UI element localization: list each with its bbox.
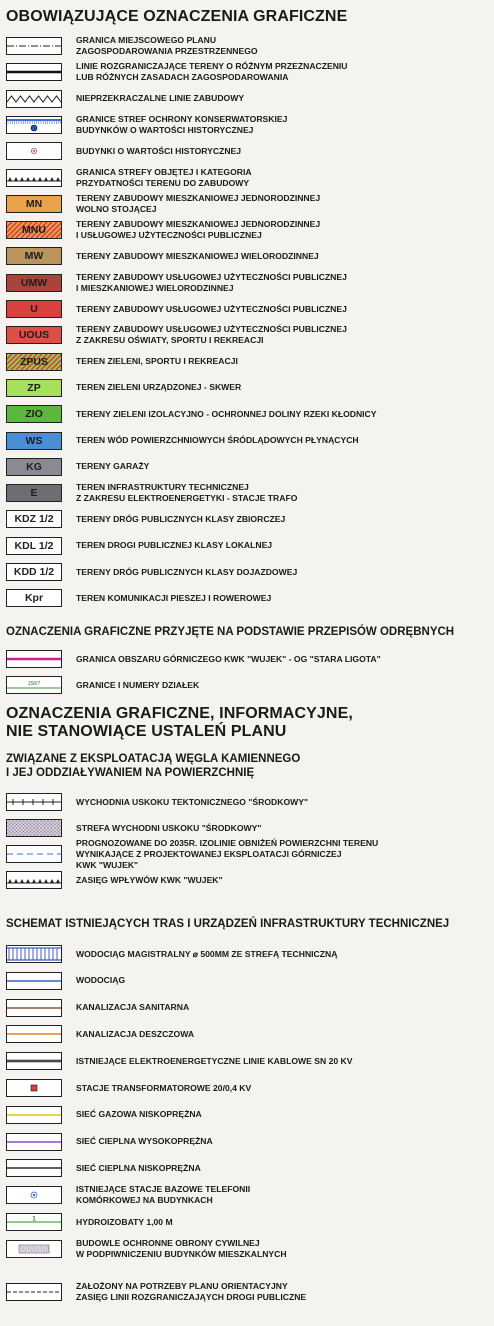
description-line: TEREN DROGI PUBLICZNEJ KLASY LOKALNEJ [76, 540, 273, 551]
legend-symbol [6, 1133, 62, 1151]
description-line: ISTNIEJĄCE STACJE BAZOWE TELEFONII [76, 1184, 251, 1195]
legend-description [76, 356, 238, 367]
description-line: PROGNOZOWANE DO 2035R. IZOLINIE OBNIŻEŃ POWIERZCHNI TERENU [76, 837, 379, 848]
symbol-code: Kpr [24, 592, 44, 605]
legend-description [76, 146, 241, 157]
description-line: I MIESZKANIOWEJ WIELORODZINNEJ [76, 282, 234, 293]
legend-description [76, 61, 348, 83]
isobath-value: 1 [32, 1216, 36, 1223]
description-line: KANALIZACJA SANITARNA [76, 1002, 190, 1013]
symbol-code: KDZ 1/2 [14, 513, 54, 526]
legend-symbol [6, 510, 62, 528]
legend-description [76, 324, 347, 346]
description-line: ZASIĘG LINII ROZGRANICZAJĄYCH DROGI PUBLICZNE [76, 1292, 307, 1302]
legend-description [76, 1002, 189, 1013]
description-line: TEREN ZIELENI URZĄDZONEJ - SKWER [76, 382, 242, 393]
legend-symbol [6, 142, 62, 160]
legend-symbol [6, 221, 62, 239]
symbol-code: MNU [22, 224, 46, 237]
mining-heading-2: I JEJ ODDZIAŁYWANIEM NA POWIERZCHNIĘ [6, 767, 255, 779]
legend-description [76, 35, 258, 57]
description-line: BUDOWLE OCHRONNE OBRONY CYWILNEJ [76, 1237, 260, 1248]
legend-symbol [6, 1186, 62, 1204]
symbol-code: E [30, 487, 38, 500]
description-line: SIEĆ GAZOWA NISKOPRĘŻNA [76, 1109, 202, 1120]
legend-description [76, 567, 297, 578]
legend-description [76, 540, 272, 551]
legend-symbol [6, 484, 62, 502]
description-line: GRANICA OBSZARU GÓRNICZEGO KWK "WUJEK" - OG "STARA LIGOTA" [76, 653, 381, 664]
legend-symbol [6, 819, 62, 837]
symbol-code: ZIO [25, 408, 43, 421]
symbol-code: KDD 1/2 [13, 566, 55, 578]
legend-symbol [6, 274, 62, 292]
description-line: Z ZAKRESU OŚWIATY, SPORTU I REKREACJI [76, 335, 264, 346]
legend-symbol [6, 90, 62, 108]
parcel-number: 158/7 [27, 681, 41, 687]
legend-symbol [6, 247, 62, 265]
legend-description [76, 975, 125, 986]
legend-description [76, 114, 287, 136]
description-line: Z ZAKRESU ELEKTROENERGETYKI - STACJE TRAFO [76, 493, 298, 504]
legend-symbol [6, 676, 62, 694]
legend-symbol [6, 169, 62, 187]
description-line: SIEĆ CIEPLNA NISKOPRĘŻNA [76, 1162, 201, 1173]
legend-symbol [6, 945, 62, 963]
legend-symbol [6, 1025, 62, 1043]
legend-description [76, 435, 359, 446]
legend-description [76, 409, 377, 420]
legend-description [76, 593, 271, 604]
description-line: TERENY ZABUDOWY USŁUGOWEJ UŻYTECZNOŚCI PUBLICZNEJ [76, 303, 347, 314]
legend-description [76, 304, 347, 315]
description-line: HYDROIZOBATY 1,00 M [76, 1216, 173, 1227]
legend-description [76, 654, 381, 665]
description-line: GRANICE STREF OCHRONY KONSERWATORSKIEJ [76, 113, 288, 124]
symbol-code: MW [24, 250, 44, 263]
description-line: BUDYNKI O WARTOŚCI HISTORYCZNEJ [76, 145, 242, 156]
legend-symbol [6, 1106, 62, 1124]
description-line: TERENY GARAŻY [76, 461, 150, 472]
description-line: STREFA WYCHODNI USKOKU "ŚRODKOWY" [76, 822, 262, 833]
legend-description [76, 167, 252, 189]
legend-symbol [6, 793, 62, 811]
legend-description [76, 1056, 352, 1067]
legend-description [76, 875, 223, 886]
legend-symbol [6, 405, 62, 423]
description-line: WODOCIĄG [76, 975, 126, 986]
legend-description [76, 482, 297, 504]
description-line: KWK "WUJEK" [76, 859, 139, 870]
legend-description [76, 193, 320, 215]
legend-symbol [6, 972, 62, 990]
legend-symbol [6, 537, 62, 555]
regulations-heading: OZNACZENIA GRAFICZNE PRZYJĘTE NA PODSTAWIE PRZEPISÓW ODRĘBNYCH [6, 626, 455, 638]
description-line: PRZYDATNOŚCI TERENU DO ZABUDOWY [76, 177, 250, 188]
description-line: SIEĆ CIEPLNA WYSOKOPRĘŻNA [76, 1136, 213, 1147]
legend-symbol [6, 458, 62, 476]
description-line: WYCHODNIA USKOKU TEKTONICZNEGO "ŚRODKOWY" [76, 796, 309, 807]
description-line: TEREN KOMUNIKACJI PIESZEJ I ROWEROWEJ [76, 592, 272, 603]
legend-symbol [6, 379, 62, 397]
description-line: I USŁUGOWEJ UŻYTECZNOŚCI PUBLICZNEJ [76, 230, 262, 241]
legend-symbol [6, 1240, 62, 1258]
legend-description [76, 219, 320, 241]
description-line: TERENY ZABUDOWY MIESZKANIOWEJ WIELORODZINNEJ [76, 250, 319, 261]
description-line: LUB RÓŻNYCH ZASADACH ZAGOSPODAROWANIA [76, 72, 289, 83]
legend-symbol [6, 650, 62, 668]
description-line: TERENY ZABUDOWY MIESZKANIOWEJ JEDNORODZINNEJ [76, 192, 321, 203]
legend-symbol [6, 116, 62, 134]
legend-symbol [6, 300, 62, 318]
legend-description [76, 382, 241, 393]
description-line: W PODPIWNICZENIU BUDYNKÓW MIESZKALNYCH [76, 1248, 287, 1259]
symbol-code: ZP [27, 381, 41, 394]
description-line: WYNIKAJĄCE Z PROJEKTOWANEJ EKSPLOATACJI GÓRNICZEJ [76, 848, 342, 859]
legend-symbol [6, 871, 62, 889]
description-line: TERENY DRÓG PUBLICZNYCH KLASY DOJAZDOWEJ [76, 566, 298, 577]
legend-description [76, 1281, 306, 1303]
description-line: TEREN ZIELENI, SPORTU I REKREACJI [76, 356, 238, 367]
symbol-code: WS [25, 434, 43, 447]
description-line: TERENY DRÓG PUBLICZNYCH KLASY ZBIORCZEJ [76, 513, 286, 524]
description-line: TERENY ZIELENI IZOLACYJNO - OCHRONNEJ DOLINY RZEKI KŁODNICY [76, 408, 377, 419]
description-line: WODOCIĄG MAGISTRALNY ⌀ 500MM ZE STREFĄ TECHNICZNĄ [76, 948, 338, 959]
legend-description [76, 1109, 202, 1120]
symbol-code: KG [26, 460, 42, 473]
description-line: GRANICE I NUMERY DZIAŁEK [76, 679, 200, 690]
legend-description [76, 1217, 173, 1228]
mining-heading: ZWIĄZANE Z EKSPLOATACJĄ WĘGLA KAMIENNEGO [6, 753, 301, 765]
infrastructure-heading: SCHEMAT ISTNIEJĄCYCH TRAS I URZĄDZEŃ INFRASTRUKTURY TECHNICZNEJ [6, 918, 450, 930]
legend-symbol [6, 589, 62, 607]
description-line: GRANICA MIEJSCOWEGO PLANU [76, 35, 217, 45]
symbol-code: ZPUS [19, 355, 48, 368]
legend-description [76, 1029, 194, 1040]
legend-symbol [6, 999, 62, 1017]
legend-description [76, 797, 308, 808]
description-line: STACJE TRANSFORMATOROWE 20/0,4 KV [76, 1082, 252, 1093]
description-line: TERENY ZABUDOWY USŁUGOWEJ UŻYTECZNOŚCI PUBLICZNEJ [76, 324, 347, 335]
description-line: TEREN WÓD POWIERZCHNIOWYCH ŚRÓDLĄDOWYCH PŁYNĄCYCH [76, 435, 359, 445]
description-line: TEREN INFRASTRUKTURY TECHNICZNEJ [76, 482, 249, 493]
legend-description [76, 1136, 213, 1147]
symbol-code: MN [25, 197, 43, 210]
legend-symbol [6, 1159, 62, 1177]
legend-description [76, 251, 319, 262]
description-line: TERENY ZABUDOWY MIESZKANIOWEJ JEDNORODZINNEJ [76, 219, 321, 230]
legend-description [76, 1083, 251, 1094]
legend-symbol [6, 432, 62, 450]
description-line: KOMÓRKOWEJ NA BUDYNKACH [76, 1195, 213, 1206]
legend-symbol [6, 1079, 62, 1097]
legend-symbol [6, 63, 62, 81]
legend-description [76, 949, 337, 960]
legend-description [76, 823, 261, 834]
legend-description [76, 272, 347, 294]
legend-description [76, 1184, 250, 1206]
legend-symbol [6, 37, 62, 55]
symbol-code: KDL 1/2 [14, 539, 54, 552]
legend-symbol [6, 353, 62, 371]
description-line: KANALIZACJA DESZCZOWA [76, 1028, 195, 1039]
legend-symbol [6, 1213, 62, 1231]
description-line: TERENY ZABUDOWY USŁUGOWEJ UŻYTECZNOŚCI PUBLICZNEJ [76, 271, 347, 282]
legend-symbol [6, 845, 62, 863]
description-line: ISTNIEJĄCE ELEKTROENERGETYCZNE LINIE KABLOWE SN 20 KV [76, 1055, 353, 1066]
symbol-code: UOUS [18, 329, 50, 342]
symbol-code: UMW [20, 276, 48, 289]
legend-symbol [6, 1283, 62, 1301]
description-line: ZAGOSPODAROWANIA PRZESTRZENNEGO [76, 46, 258, 56]
description-line: ZAŁOŻONY NA POTRZEBY PLANU ORIENTACYJNY [76, 1281, 288, 1291]
description-line: ZASIĘG WPŁYWÓW KWK "WUJEK" [76, 874, 223, 885]
legend-description [76, 680, 199, 691]
description-line: WOLNO STOJĄCEJ [76, 203, 157, 214]
informational-heading-2: NIE STANOWIĄCE USTALEŃ PLANU [6, 723, 287, 740]
legend-description [76, 1238, 287, 1260]
informational-heading: OZNACZENIA GRAFICZNE, INFORMACYJNE, [6, 705, 353, 722]
symbol-code: U [30, 303, 38, 315]
description-line: BUDYNKÓW O WARTOŚCI HISTORYCZNEJ [76, 124, 254, 135]
description-line: NIEPRZEKRACZALNE LINIE ZABUDOWY [76, 93, 245, 104]
legend-description [76, 838, 378, 871]
legend-description [76, 1163, 201, 1174]
legend-symbol [6, 326, 62, 344]
legend-symbol [6, 1052, 62, 1070]
main-heading: OBOWIĄZUJĄCE OZNACZENIA GRAFICZNE [6, 8, 348, 25]
legend-symbol [6, 563, 62, 581]
legend-description [76, 93, 244, 104]
legend-symbol [6, 195, 62, 213]
legend-description [76, 461, 149, 472]
legend-description [76, 514, 285, 525]
description-line: LINIE ROZGRANICZAJĄCE TERENY O RÓŻNYM PRZEZNACZENIU [76, 61, 348, 72]
description-line: GRANICA STREFY OBJĘTEJ I KATEGORIA [76, 166, 252, 177]
